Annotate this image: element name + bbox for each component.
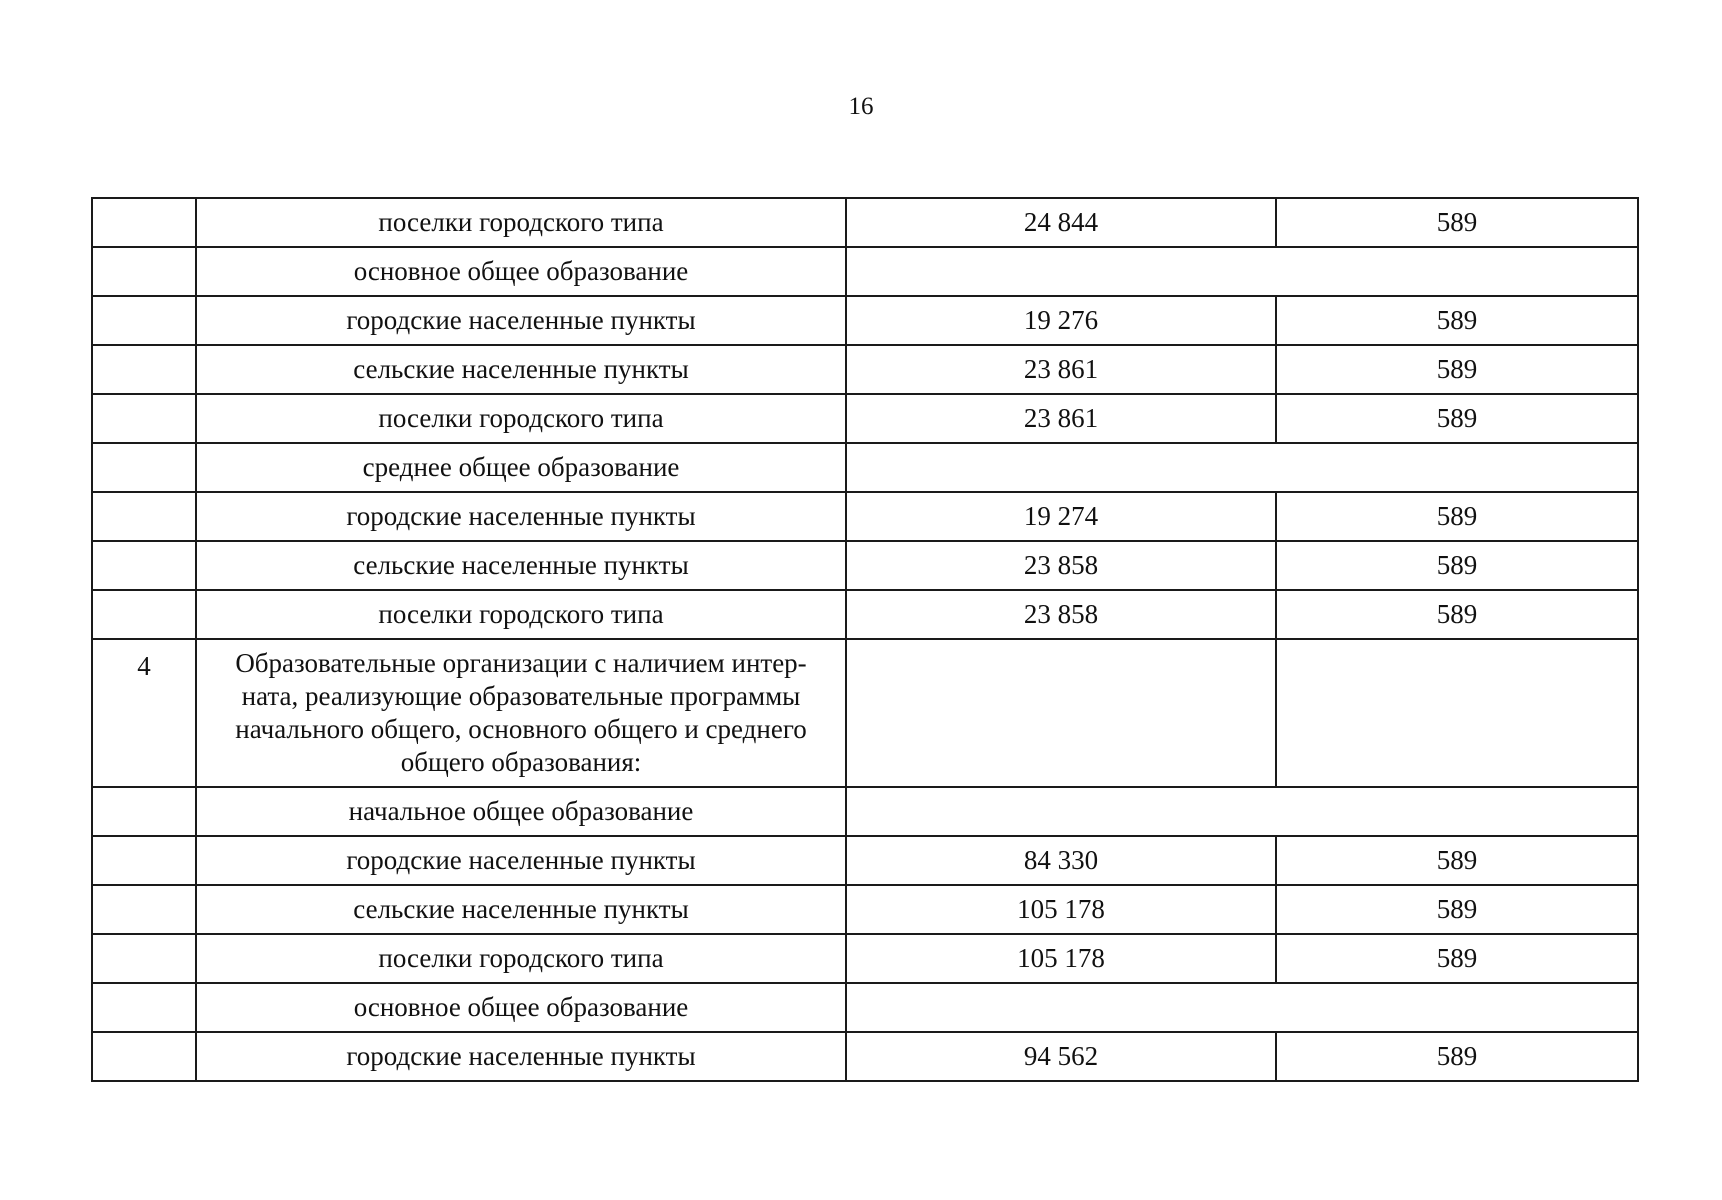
empty-cell [846,247,1638,296]
section-label-cell: начальное общее образование [196,787,846,836]
table-row [92,345,1638,394]
norm-cell: 589 [1276,394,1638,443]
row-number-cell [92,492,196,541]
norm-cell: 589 [1276,934,1638,983]
page-number: 16 [848,93,874,120]
row-number-cell [92,247,196,296]
norm-cell [1276,639,1638,787]
row-label-cell: городские населенные пункты [196,836,846,885]
empty-cell [846,983,1638,1032]
value-cell: 24 844 [846,198,1276,247]
row-label-cell: поселки городского типа [196,934,846,983]
table-group-row [92,639,1638,787]
row-number-cell [92,296,196,345]
norm-cell: 589 [1276,492,1638,541]
row-label-cell: поселки городского типа [196,198,846,247]
row-label-cell: городские населенные пункты [196,1032,846,1081]
row-label-cell: сельские населенные пункты [196,541,846,590]
row-number-cell: 4 [92,639,196,787]
table-section-row [92,443,1638,492]
empty-cell [846,443,1638,492]
value-cell: 105 178 [846,885,1276,934]
row-label-cell: городские населенные пункты [196,492,846,541]
value-cell: 23 861 [846,394,1276,443]
row-number-cell [92,836,196,885]
row-number-cell [92,934,196,983]
table-row [92,934,1638,983]
row-label-cell: поселки городского типа [196,394,846,443]
norm-cell: 589 [1276,296,1638,345]
table-row [92,394,1638,443]
table-row [92,492,1638,541]
table-row [92,836,1638,885]
table-body [92,198,1638,1081]
row-number-cell [92,885,196,934]
table-section-row [92,247,1638,296]
table-section-row [92,983,1638,1032]
value-cell: 19 276 [846,296,1276,345]
value-cell: 105 178 [846,934,1276,983]
norm-cell: 589 [1276,345,1638,394]
norm-cell: 589 [1276,1032,1638,1081]
row-label-cell: сельские населенные пункты [196,345,846,394]
row-number-cell [92,787,196,836]
table-row [92,198,1638,247]
row-number-cell [92,590,196,639]
table-section-row [92,787,1638,836]
norm-cell: 589 [1276,541,1638,590]
empty-cell [846,787,1638,836]
row-number-cell [92,1032,196,1081]
row-label-cell: сельские населенные пункты [196,885,846,934]
value-cell: 23 858 [846,590,1276,639]
section-label-cell: среднее общее образование [196,443,846,492]
table-row [92,1032,1638,1081]
row-number-cell [92,541,196,590]
norm-cell: 589 [1276,198,1638,247]
row-label-cell: Образовательные организации с наличием интер- ната, реализующие образовательные программы начального общего, основного общего и среднего общего образования: [196,639,846,787]
norm-cell: 589 [1276,885,1638,934]
row-number-cell [92,983,196,1032]
row-number-cell [92,345,196,394]
section-label-cell: основное общее образование [196,247,846,296]
row-number-cell [92,198,196,247]
data-table [91,197,1639,1082]
norm-cell: 589 [1276,836,1638,885]
row-label-cell: поселки городского типа [196,590,846,639]
value-cell: 84 330 [846,836,1276,885]
row-number-cell [92,394,196,443]
value-cell: 23 861 [846,345,1276,394]
table-row [92,541,1638,590]
value-cell: 94 562 [846,1032,1276,1081]
value-cell [846,639,1276,787]
norm-cell: 589 [1276,590,1638,639]
value-cell: 19 274 [846,492,1276,541]
section-label-cell: основное общее образование [196,983,846,1032]
table-row [92,885,1638,934]
row-number-cell [92,443,196,492]
row-label-cell: городские населенные пункты [196,296,846,345]
table-row [92,590,1638,639]
table-row [92,296,1638,345]
value-cell: 23 858 [846,541,1276,590]
